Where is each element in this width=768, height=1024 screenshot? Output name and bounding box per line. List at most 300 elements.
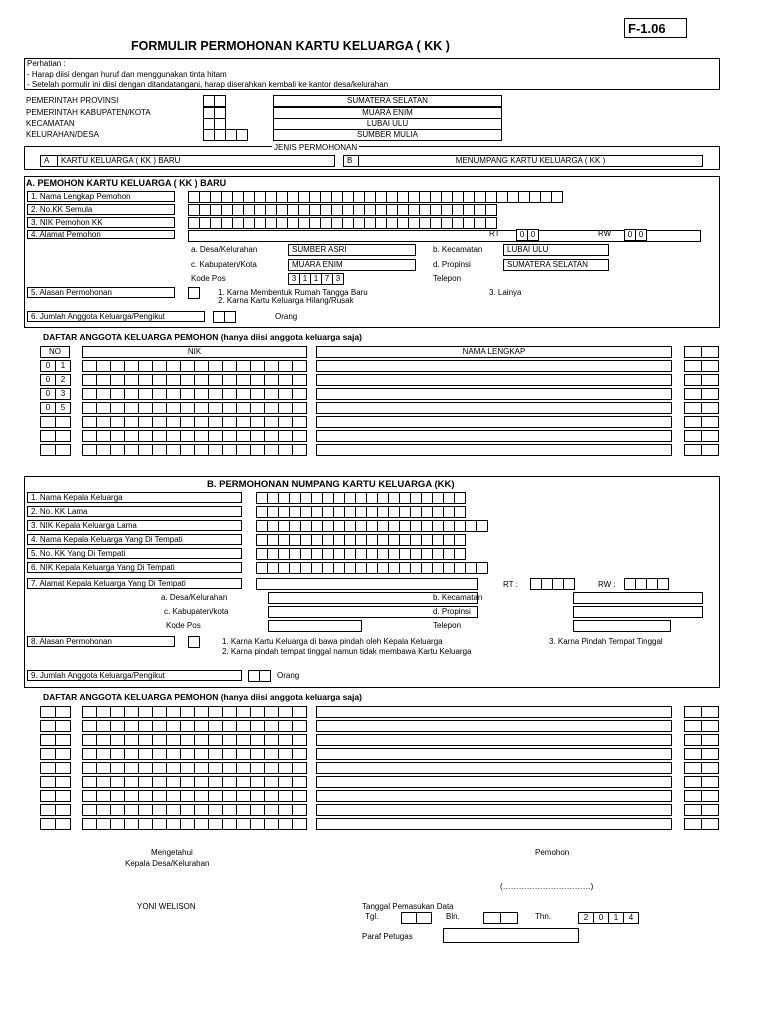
char-cell[interactable] bbox=[278, 388, 293, 400]
member-nik-cells[interactable] bbox=[82, 720, 307, 732]
char-cell[interactable] bbox=[124, 360, 139, 372]
char-cell[interactable] bbox=[124, 388, 139, 400]
char-cell[interactable] bbox=[180, 360, 195, 372]
char-cell[interactable] bbox=[110, 720, 125, 732]
char-cell[interactable] bbox=[180, 388, 195, 400]
char-cell[interactable] bbox=[180, 804, 195, 816]
member-nik-cells[interactable] bbox=[82, 706, 307, 718]
char-cell[interactable] bbox=[166, 444, 181, 456]
member-nama-field[interactable] bbox=[316, 762, 672, 774]
char-cell[interactable] bbox=[138, 762, 153, 774]
member-no-cells[interactable] bbox=[40, 762, 71, 774]
member-extra-cells[interactable] bbox=[684, 402, 719, 414]
char-cell[interactable] bbox=[264, 374, 279, 386]
char-cell[interactable] bbox=[152, 776, 167, 788]
member-nik-cells[interactable] bbox=[82, 748, 307, 760]
char-cell[interactable] bbox=[278, 720, 293, 732]
char-cell[interactable] bbox=[166, 776, 181, 788]
char-cell[interactable] bbox=[194, 818, 209, 830]
char-cell[interactable] bbox=[166, 430, 181, 442]
char-cell[interactable] bbox=[110, 818, 125, 830]
char-cell[interactable] bbox=[110, 416, 125, 428]
char-cell[interactable] bbox=[194, 748, 209, 760]
member-nik-cells[interactable] bbox=[82, 818, 307, 830]
char-cell[interactable] bbox=[124, 430, 139, 442]
member-nama-field[interactable] bbox=[316, 360, 672, 372]
char-cell[interactable] bbox=[110, 402, 125, 414]
char-cell[interactable] bbox=[124, 402, 139, 414]
member-nama-field[interactable] bbox=[316, 374, 672, 386]
char-cell[interactable] bbox=[166, 804, 181, 816]
char-cell[interactable] bbox=[124, 748, 139, 760]
char-cell[interactable] bbox=[222, 804, 237, 816]
char-cell[interactable] bbox=[166, 762, 181, 774]
tgl-cells[interactable] bbox=[401, 912, 432, 924]
char-cell[interactable] bbox=[250, 762, 265, 774]
char-cell[interactable] bbox=[250, 720, 265, 732]
char-cell[interactable] bbox=[222, 374, 237, 386]
char-cell[interactable] bbox=[264, 444, 279, 456]
char-cell[interactable] bbox=[124, 444, 139, 456]
char-cell[interactable] bbox=[485, 217, 497, 229]
char-cell[interactable] bbox=[701, 360, 719, 372]
char-cell[interactable] bbox=[701, 444, 719, 456]
char-cell[interactable] bbox=[194, 734, 209, 746]
char-cell[interactable] bbox=[82, 720, 97, 732]
paraf-field[interactable] bbox=[443, 928, 579, 943]
char-cell[interactable] bbox=[124, 790, 139, 802]
member-no-cells[interactable] bbox=[40, 444, 71, 456]
char-cell[interactable] bbox=[208, 374, 223, 386]
char-cell[interactable] bbox=[264, 804, 279, 816]
char-cell[interactable] bbox=[250, 818, 265, 830]
char-cell[interactable] bbox=[110, 430, 125, 442]
char-cell[interactable] bbox=[180, 748, 195, 760]
char-cell[interactable] bbox=[236, 818, 251, 830]
char-cell[interactable] bbox=[250, 748, 265, 760]
member-nama-field[interactable] bbox=[316, 706, 672, 718]
member-nik-cells[interactable] bbox=[82, 430, 307, 442]
char-cell[interactable] bbox=[208, 430, 223, 442]
b-nokk-ditempati-cells[interactable] bbox=[256, 548, 466, 560]
b-nokk-lama-cells[interactable] bbox=[256, 506, 466, 518]
char-cell[interactable] bbox=[208, 444, 223, 456]
thn-cells[interactable] bbox=[578, 912, 639, 924]
a-nik-cells[interactable] bbox=[188, 217, 497, 229]
char-cell[interactable] bbox=[82, 388, 97, 400]
char-cell[interactable] bbox=[264, 818, 279, 830]
char-cell[interactable] bbox=[124, 706, 139, 718]
member-nama-field[interactable] bbox=[316, 388, 672, 400]
char-cell[interactable] bbox=[180, 374, 195, 386]
char-cell[interactable] bbox=[236, 776, 251, 788]
char-cell[interactable] bbox=[264, 762, 279, 774]
char-cell[interactable] bbox=[222, 416, 237, 428]
char-cell[interactable] bbox=[138, 388, 153, 400]
char-cell[interactable] bbox=[152, 388, 167, 400]
char-cell[interactable] bbox=[194, 790, 209, 802]
char-cell[interactable] bbox=[152, 430, 167, 442]
char-cell[interactable] bbox=[82, 360, 97, 372]
char-cell[interactable] bbox=[476, 520, 488, 532]
char-cell[interactable] bbox=[194, 430, 209, 442]
char-cell[interactable] bbox=[138, 444, 153, 456]
member-nama-field[interactable] bbox=[316, 720, 672, 732]
char-cell[interactable] bbox=[96, 388, 111, 400]
char-cell[interactable] bbox=[194, 706, 209, 718]
member-nama-field[interactable] bbox=[316, 416, 672, 428]
char-cell[interactable] bbox=[222, 748, 237, 760]
char-cell[interactable] bbox=[110, 804, 125, 816]
char-cell[interactable] bbox=[264, 790, 279, 802]
char-cell[interactable] bbox=[684, 748, 702, 760]
char-cell[interactable] bbox=[96, 804, 111, 816]
char-cell[interactable] bbox=[236, 804, 251, 816]
char-cell[interactable] bbox=[292, 402, 307, 414]
member-extra-cells[interactable] bbox=[684, 762, 719, 774]
char-cell[interactable] bbox=[701, 720, 719, 732]
char-cell[interactable] bbox=[701, 790, 719, 802]
char-cell[interactable] bbox=[96, 444, 111, 456]
char-cell[interactable] bbox=[278, 444, 293, 456]
char-cell[interactable] bbox=[278, 734, 293, 746]
a-nama-cells[interactable] bbox=[188, 191, 563, 203]
char-cell[interactable] bbox=[138, 748, 153, 760]
char-cell[interactable] bbox=[124, 734, 139, 746]
char-cell[interactable] bbox=[264, 748, 279, 760]
char-cell[interactable] bbox=[250, 430, 265, 442]
char-cell[interactable] bbox=[194, 720, 209, 732]
member-extra-cells[interactable] bbox=[684, 430, 719, 442]
member-nama-field[interactable] bbox=[316, 804, 672, 816]
char-cell[interactable] bbox=[82, 402, 97, 414]
char-cell[interactable] bbox=[208, 790, 223, 802]
a-alasan-checkbox[interactable] bbox=[188, 287, 200, 299]
member-extra-cells[interactable] bbox=[684, 790, 719, 802]
char-cell[interactable] bbox=[250, 790, 265, 802]
member-nik-cells[interactable] bbox=[82, 804, 307, 816]
char-cell[interactable] bbox=[110, 706, 125, 718]
char-cell[interactable] bbox=[96, 818, 111, 830]
member-nik-cells[interactable] bbox=[82, 776, 307, 788]
a-rt-cells[interactable] bbox=[516, 229, 539, 241]
char-cell[interactable] bbox=[701, 748, 719, 760]
char-cell[interactable] bbox=[292, 374, 307, 386]
char-cell[interactable] bbox=[701, 818, 719, 830]
char-cell[interactable] bbox=[208, 706, 223, 718]
char-cell[interactable] bbox=[292, 706, 307, 718]
char-cell[interactable] bbox=[96, 416, 111, 428]
member-nik-cells[interactable] bbox=[82, 416, 307, 428]
char-cell[interactable] bbox=[250, 444, 265, 456]
char-cell[interactable] bbox=[82, 748, 97, 760]
char-cell[interactable] bbox=[166, 360, 181, 372]
char-cell[interactable] bbox=[278, 374, 293, 386]
char-cell[interactable] bbox=[208, 776, 223, 788]
b-nik-lama-cells[interactable] bbox=[256, 520, 488, 532]
char-cell[interactable] bbox=[278, 430, 293, 442]
char-cell[interactable] bbox=[684, 734, 702, 746]
char-cell[interactable] bbox=[208, 804, 223, 816]
member-nik-cells[interactable] bbox=[82, 444, 307, 456]
char-cell[interactable] bbox=[96, 790, 111, 802]
char-cell[interactable] bbox=[138, 720, 153, 732]
char-cell[interactable] bbox=[236, 748, 251, 760]
char-cell[interactable] bbox=[166, 790, 181, 802]
member-extra-cells[interactable] bbox=[684, 416, 719, 428]
char-cell[interactable] bbox=[208, 402, 223, 414]
char-cell[interactable] bbox=[250, 402, 265, 414]
char-cell[interactable] bbox=[222, 402, 237, 414]
char-cell[interactable] bbox=[684, 402, 702, 414]
char-cell[interactable] bbox=[454, 506, 466, 518]
char-cell[interactable] bbox=[485, 204, 497, 216]
member-no-cells[interactable] bbox=[40, 416, 71, 428]
char-cell[interactable] bbox=[82, 444, 97, 456]
member-nama-field[interactable] bbox=[316, 790, 672, 802]
char-cell[interactable] bbox=[250, 388, 265, 400]
char-cell[interactable] bbox=[684, 360, 702, 372]
char-cell[interactable] bbox=[684, 430, 702, 442]
char-cell[interactable] bbox=[222, 360, 237, 372]
char-cell[interactable] bbox=[124, 818, 139, 830]
char-cell[interactable] bbox=[250, 374, 265, 386]
char-cell[interactable] bbox=[110, 748, 125, 760]
char-cell[interactable] bbox=[222, 790, 237, 802]
char-cell[interactable] bbox=[701, 762, 719, 774]
member-nik-cells[interactable] bbox=[82, 360, 307, 372]
char-cell[interactable] bbox=[152, 360, 167, 372]
char-cell[interactable] bbox=[152, 748, 167, 760]
char-cell[interactable] bbox=[278, 360, 293, 372]
char-cell[interactable] bbox=[110, 388, 125, 400]
char-cell[interactable] bbox=[152, 444, 167, 456]
member-extra-cells[interactable] bbox=[684, 748, 719, 760]
char-cell[interactable] bbox=[208, 734, 223, 746]
member-no-cells[interactable] bbox=[40, 706, 71, 718]
a-kec-value[interactable]: LUBAI ULU bbox=[503, 244, 609, 256]
char-cell[interactable] bbox=[454, 548, 466, 560]
char-cell[interactable] bbox=[278, 706, 293, 718]
char-cell[interactable] bbox=[278, 818, 293, 830]
char-cell[interactable] bbox=[110, 360, 125, 372]
jenis-a-option[interactable]: KARTU KELUARGA ( KK ) BARU bbox=[57, 155, 335, 167]
char-cell[interactable] bbox=[264, 720, 279, 732]
char-cell[interactable] bbox=[701, 430, 719, 442]
char-cell[interactable] bbox=[138, 776, 153, 788]
b-telepon-field[interactable] bbox=[573, 620, 671, 632]
char-cell[interactable] bbox=[236, 734, 251, 746]
char-cell[interactable] bbox=[684, 706, 702, 718]
char-cell[interactable] bbox=[152, 790, 167, 802]
char-cell[interactable] bbox=[96, 748, 111, 760]
char-cell[interactable] bbox=[292, 748, 307, 760]
char-cell[interactable] bbox=[166, 734, 181, 746]
b-rt-cells[interactable] bbox=[530, 578, 575, 590]
char-cell[interactable] bbox=[701, 804, 719, 816]
char-cell[interactable] bbox=[278, 402, 293, 414]
char-cell[interactable] bbox=[124, 720, 139, 732]
char-cell[interactable] bbox=[264, 402, 279, 414]
char-cell[interactable] bbox=[96, 762, 111, 774]
char-cell[interactable] bbox=[684, 444, 702, 456]
member-nama-field[interactable] bbox=[316, 818, 672, 830]
char-cell[interactable] bbox=[96, 776, 111, 788]
char-cell[interactable] bbox=[684, 416, 702, 428]
member-nik-cells[interactable] bbox=[82, 374, 307, 386]
char-cell[interactable] bbox=[152, 720, 167, 732]
char-cell[interactable] bbox=[180, 762, 195, 774]
member-nama-field[interactable] bbox=[316, 776, 672, 788]
char-cell[interactable] bbox=[96, 720, 111, 732]
char-cell[interactable] bbox=[152, 706, 167, 718]
char-cell[interactable] bbox=[292, 776, 307, 788]
char-cell[interactable] bbox=[222, 430, 237, 442]
char-cell[interactable] bbox=[236, 374, 251, 386]
char-cell[interactable] bbox=[82, 734, 97, 746]
char-cell[interactable] bbox=[96, 360, 111, 372]
char-cell[interactable] bbox=[292, 734, 307, 746]
char-cell[interactable] bbox=[82, 790, 97, 802]
kab-value[interactable]: MUARA ENIM bbox=[273, 107, 502, 119]
member-extra-cells[interactable] bbox=[684, 804, 719, 816]
a-kodepos-cells[interactable] bbox=[288, 273, 344, 285]
member-extra-cells[interactable] bbox=[684, 776, 719, 788]
prov-code-cells[interactable] bbox=[203, 95, 226, 107]
member-nama-field[interactable] bbox=[316, 444, 672, 456]
char-cell[interactable] bbox=[82, 416, 97, 428]
char-cell[interactable] bbox=[236, 388, 251, 400]
char-cell[interactable] bbox=[208, 360, 223, 372]
a-jumlah-cells[interactable] bbox=[213, 311, 236, 323]
char-cell[interactable] bbox=[82, 430, 97, 442]
char-cell[interactable] bbox=[180, 416, 195, 428]
char-cell[interactable] bbox=[684, 374, 702, 386]
char-cell[interactable] bbox=[278, 748, 293, 760]
member-no-cells[interactable] bbox=[40, 804, 71, 816]
char-cell[interactable] bbox=[96, 374, 111, 386]
char-cell[interactable] bbox=[110, 776, 125, 788]
char-cell[interactable] bbox=[278, 776, 293, 788]
char-cell[interactable] bbox=[250, 804, 265, 816]
char-cell[interactable] bbox=[264, 734, 279, 746]
char-cell[interactable] bbox=[138, 402, 153, 414]
char-cell[interactable] bbox=[180, 444, 195, 456]
char-cell[interactable] bbox=[194, 804, 209, 816]
kel-code-cells[interactable] bbox=[203, 129, 248, 141]
char-cell[interactable] bbox=[180, 402, 195, 414]
char-cell[interactable] bbox=[292, 360, 307, 372]
member-extra-cells[interactable] bbox=[684, 734, 719, 746]
member-no-cells[interactable] bbox=[40, 360, 71, 372]
b-alasan-checkbox[interactable] bbox=[188, 636, 200, 648]
char-cell[interactable] bbox=[166, 720, 181, 732]
char-cell[interactable] bbox=[264, 388, 279, 400]
member-nama-field[interactable] bbox=[316, 402, 672, 414]
char-cell[interactable] bbox=[278, 762, 293, 774]
char-cell[interactable] bbox=[152, 374, 167, 386]
char-cell[interactable] bbox=[701, 734, 719, 746]
char-cell[interactable] bbox=[264, 706, 279, 718]
char-cell[interactable] bbox=[208, 818, 223, 830]
char-cell[interactable] bbox=[194, 416, 209, 428]
char-cell[interactable] bbox=[194, 360, 209, 372]
char-cell[interactable] bbox=[236, 402, 251, 414]
char-cell[interactable] bbox=[110, 762, 125, 774]
char-cell[interactable] bbox=[236, 762, 251, 774]
jenis-b-option[interactable]: MENUMPANG KARTU KELUARGA ( KK ) bbox=[358, 155, 703, 167]
char-cell[interactable] bbox=[222, 444, 237, 456]
char-cell[interactable] bbox=[166, 706, 181, 718]
member-no-cells[interactable] bbox=[40, 402, 71, 414]
char-cell[interactable] bbox=[138, 416, 153, 428]
char-cell[interactable] bbox=[166, 748, 181, 760]
b-nama-cells[interactable] bbox=[256, 492, 466, 504]
a-rw-cells[interactable] bbox=[624, 229, 647, 241]
char-cell[interactable] bbox=[236, 416, 251, 428]
char-cell[interactable] bbox=[250, 706, 265, 718]
char-cell[interactable] bbox=[292, 762, 307, 774]
char-cell[interactable] bbox=[684, 762, 702, 774]
char-cell[interactable] bbox=[264, 416, 279, 428]
b-kodepos-field[interactable] bbox=[268, 620, 362, 632]
char-cell[interactable] bbox=[180, 776, 195, 788]
char-cell[interactable] bbox=[138, 374, 153, 386]
a-prop-value[interactable]: SUMATERA SELATAN bbox=[503, 259, 609, 271]
char-cell[interactable] bbox=[684, 804, 702, 816]
member-no-cells[interactable] bbox=[40, 776, 71, 788]
char-cell[interactable] bbox=[152, 416, 167, 428]
char-cell[interactable] bbox=[138, 790, 153, 802]
char-cell[interactable] bbox=[250, 776, 265, 788]
char-cell[interactable] bbox=[292, 430, 307, 442]
member-extra-cells[interactable] bbox=[684, 720, 719, 732]
char-cell[interactable] bbox=[180, 818, 195, 830]
char-cell[interactable] bbox=[180, 790, 195, 802]
char-cell[interactable] bbox=[236, 360, 251, 372]
member-no-cells[interactable] bbox=[40, 374, 71, 386]
char-cell[interactable] bbox=[454, 492, 466, 504]
char-cell[interactable] bbox=[96, 734, 111, 746]
char-cell[interactable] bbox=[194, 374, 209, 386]
b-rw-cells[interactable] bbox=[624, 578, 669, 590]
member-nik-cells[interactable] bbox=[82, 762, 307, 774]
char-cell[interactable] bbox=[180, 430, 195, 442]
char-cell[interactable] bbox=[292, 818, 307, 830]
char-cell[interactable] bbox=[138, 360, 153, 372]
char-cell[interactable] bbox=[701, 402, 719, 414]
char-cell[interactable] bbox=[222, 818, 237, 830]
char-cell[interactable] bbox=[222, 388, 237, 400]
char-cell[interactable] bbox=[222, 706, 237, 718]
char-cell[interactable] bbox=[264, 360, 279, 372]
char-cell[interactable] bbox=[684, 818, 702, 830]
member-no-cells[interactable] bbox=[40, 388, 71, 400]
char-cell[interactable] bbox=[236, 430, 251, 442]
char-cell[interactable] bbox=[684, 790, 702, 802]
char-cell[interactable] bbox=[96, 430, 111, 442]
char-cell[interactable] bbox=[152, 734, 167, 746]
char-cell[interactable] bbox=[222, 734, 237, 746]
char-cell[interactable] bbox=[292, 790, 307, 802]
char-cell[interactable] bbox=[110, 790, 125, 802]
char-cell[interactable] bbox=[208, 416, 223, 428]
kec-value[interactable]: LUBAI ULU bbox=[273, 118, 502, 130]
char-cell[interactable] bbox=[166, 818, 181, 830]
char-cell[interactable] bbox=[180, 720, 195, 732]
char-cell[interactable] bbox=[701, 706, 719, 718]
char-cell[interactable] bbox=[208, 762, 223, 774]
